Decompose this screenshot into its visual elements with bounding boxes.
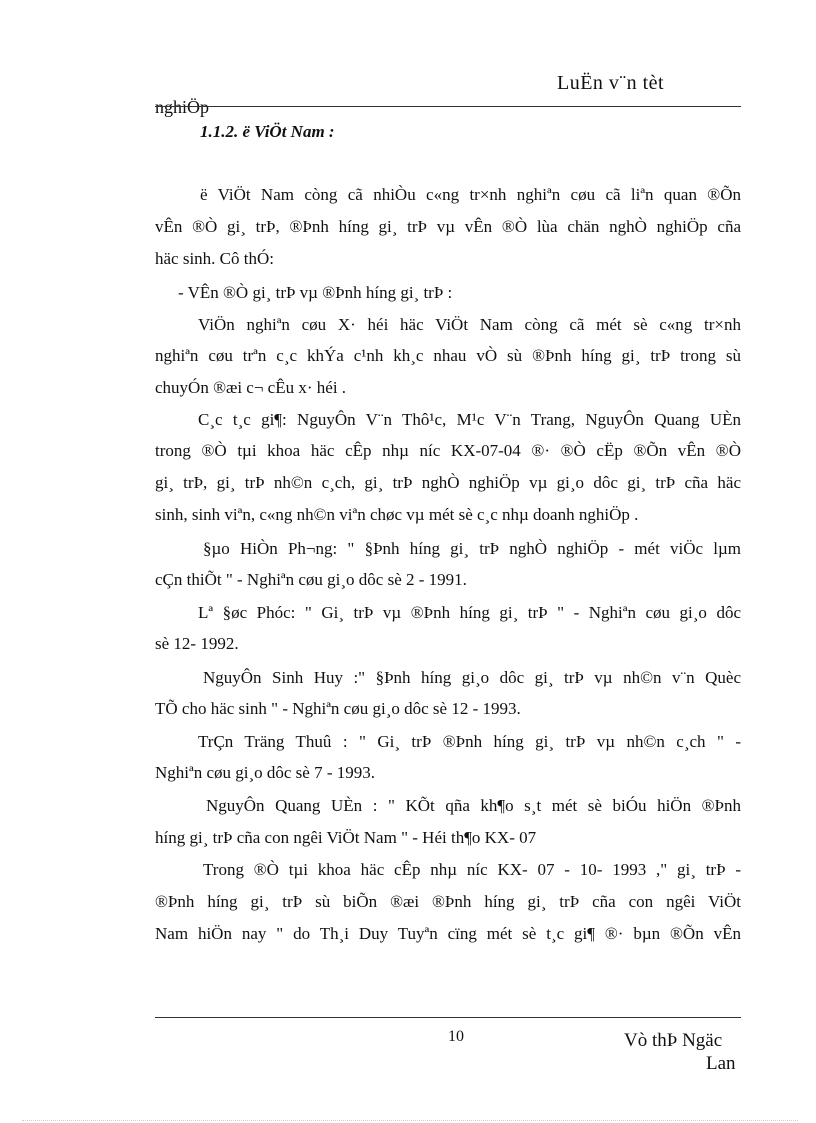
body-line: sè 12- 1992.	[155, 634, 239, 653]
body-line: C¸c t¸c gi¶: NguyÔn V¨n Thô¹c, M¹c V¨n Trang, NguyÔn Quang UÈn	[198, 410, 741, 429]
body-line: nghiªn cøu trªn c¸c khÝa c¹nh kh¸c nhau vÒ sù ®Þnh híng gi¸ trÞ trong sù	[155, 346, 741, 365]
body-line: TrÇn Träng Thuû : " Gi¸ trÞ ®Þnh híng gi¸ trÞ vµ nh©n c¸ch " -	[198, 732, 741, 751]
body-line: trong ®Ò tµi khoa häc cÊp nhµ níc KX-07-04 ®· ®Ò cËp ®Õn vÊn ®Ò	[155, 441, 741, 460]
body-line: chuyÓn ®æi c¬ cÊu x· héi .	[155, 378, 347, 397]
page-bottom-divider	[22, 1120, 798, 1121]
body-line: TÕ cho häc sinh " - Nghiªn cøu gi¸o dôc sè 12 - 1993.	[155, 699, 521, 718]
bullet-line: - VÊn ®Ò gi¸ trÞ vµ ®Þnh híng gi¸ trÞ :	[178, 283, 453, 302]
body-line: NguyÔn Sinh Huy :" §Þnh híng gi¸o dôc gi¸ trÞ vµ nh©n v¨n Quèc	[203, 668, 741, 687]
body-line: ®Þnh híng gi¸ trÞ sù biÕn ®æi ®Þnh híng gi¸ trÞ cña con ngêi ViÖt	[155, 892, 741, 911]
section-heading: 1.1.2. ë ViÖt Nam :	[200, 122, 335, 141]
body-line: ë ViÖt Nam còng cã nhiÒu c«ng tr×nh nghiªn cøu cã liªn quan ®Õn	[200, 185, 741, 204]
author-name-continued: Lan	[706, 1053, 736, 1074]
header-title: LuËn v¨n tèt	[557, 72, 665, 94]
body-line: Nghiªn cøu gi¸o dôc sè 7 - 1993.	[155, 763, 375, 782]
body-line: Nam hiÖn nay " do Th¸i Duy Tuyªn cïng mét sè t¸c gi¶ ®· bµn ®Õn vÊn	[155, 924, 741, 943]
body-line: vÊn ®Ò gi¸ trÞ, ®Þnh híng gi¸ trÞ vµ vÊn ®Ò lùa chän nghÒ nghiÖp cña	[155, 217, 741, 236]
body-line: §µo HiÒn Ph¬ng: " §Þnh híng gi¸ trÞ nghÒ nghiÖp - mét viÖc lµm	[203, 539, 741, 558]
author-name: Vò thÞ Ngäc	[624, 1030, 723, 1051]
page-number: 10	[448, 1028, 464, 1045]
body-line: ViÖn nghiªn cøu X· héi häc ViÖt Nam còng cã mét sè c«ng tr×nh	[198, 315, 741, 334]
body-line: Trong ®Ò tµi khoa häc cÊp nhµ níc KX- 07 - 10- 1993 ," gi¸ trÞ -	[203, 860, 741, 879]
body-line: häc sinh. Cô thÓ:	[155, 249, 274, 268]
body-line: Lª §øc Phóc: " Gi¸ trÞ vµ ®Þnh híng gi¸ trÞ " - Nghiªn cøu gi¸o dôc	[198, 603, 741, 622]
body-line: NguyÔn Quang UÈn : " KÕt qña kh¶o s¸t mét sè biÓu hiÖn ®Þnh	[206, 796, 741, 815]
body-line: híng gi¸ trÞ cña con ngêi ViÖt Nam " - Héi th¶o KX- 07	[155, 828, 537, 847]
body-line: sinh, sinh viªn, c«ng nh©n viªn chøc vµ mét sè c¸c nhµ doanh nghiÖp .	[155, 505, 639, 524]
header-rule	[155, 106, 741, 107]
body-line: gi¸ trÞ, gi¸ trÞ nh©n c¸ch, gi¸ trÞ nghÒ nghiÖp vµ gi¸o dôc gi¸ trÞ cña häc	[155, 473, 741, 492]
footer-rule	[155, 1017, 741, 1018]
header-title-continued: nghiÖp	[155, 97, 209, 117]
body-line: cÇn thiÕt " - Nghiªn cøu gi¸o dôc sè 2 - 1991.	[155, 570, 467, 589]
